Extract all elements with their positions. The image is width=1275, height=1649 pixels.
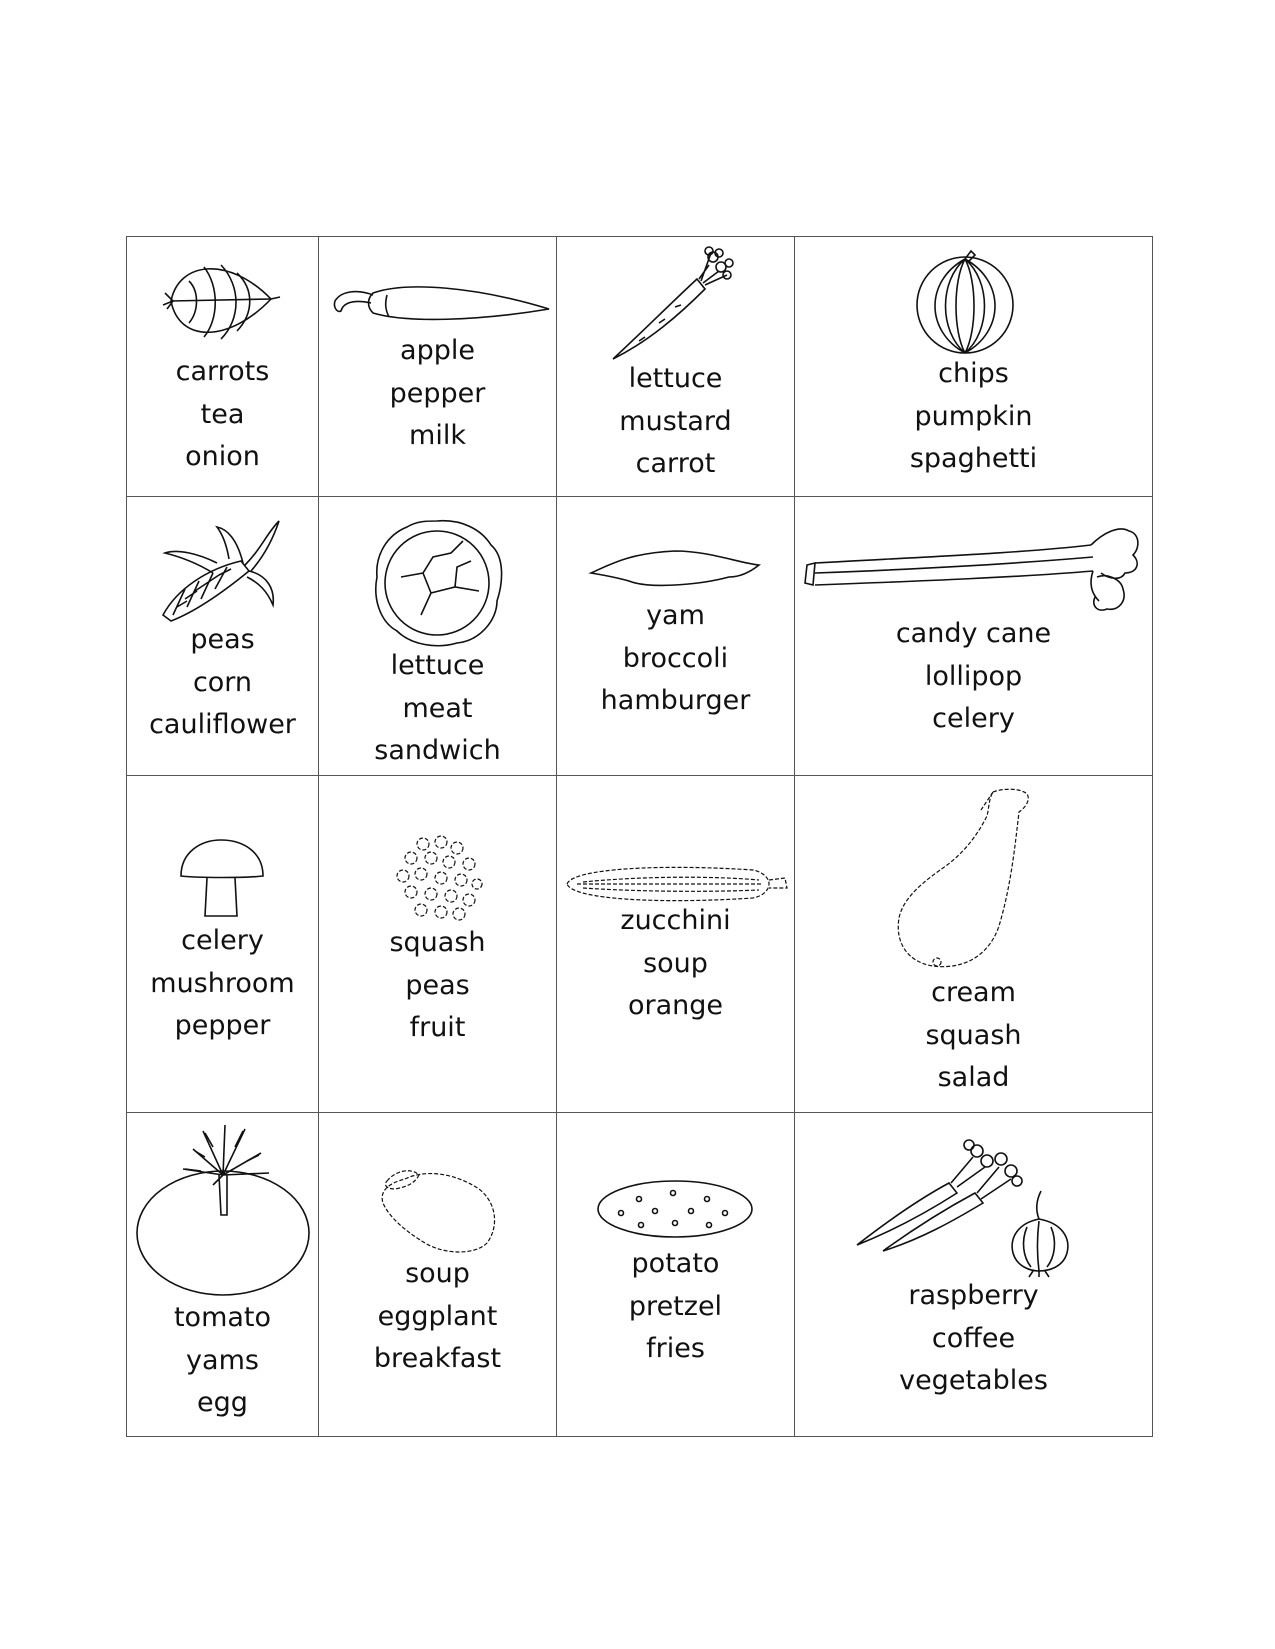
peas-icon	[393, 834, 485, 926]
word: cream	[931, 977, 1016, 1008]
word-list	[795, 972, 1152, 1100]
word-list	[795, 1275, 1152, 1403]
word: chips	[938, 358, 1009, 389]
grid-cell	[127, 1113, 319, 1437]
grid-cell	[319, 237, 557, 497]
word-list	[557, 595, 794, 723]
word: carrots	[175, 356, 270, 387]
word-list	[557, 1243, 794, 1371]
word: celery	[181, 925, 264, 956]
word: eggplant	[377, 1300, 498, 1332]
carrot-icon	[609, 245, 739, 361]
grid-cell	[127, 497, 319, 776]
word: milk	[409, 420, 466, 451]
word: fruit	[409, 1012, 466, 1043]
word: vegetables	[899, 1365, 1048, 1396]
grid-cell	[319, 497, 557, 776]
word-list	[319, 922, 556, 1050]
word: lollipop	[924, 660, 1023, 692]
celery-icon	[803, 523, 1143, 619]
word: meat	[402, 692, 473, 724]
word: hamburger	[600, 685, 751, 716]
word-list	[795, 613, 1152, 741]
word: spaghetti	[909, 443, 1038, 474]
word: celery	[932, 703, 1015, 734]
grid-cell	[557, 497, 795, 776]
word-list	[557, 900, 794, 1028]
potato-icon	[595, 1177, 755, 1241]
grid-cell	[557, 237, 795, 497]
word: yams	[186, 1344, 259, 1376]
word: egg	[197, 1387, 248, 1418]
word: soup	[405, 1258, 470, 1289]
grid-cell	[319, 776, 557, 1113]
word-list	[319, 645, 556, 773]
pumpkin-icon	[913, 251, 1019, 355]
tomato-icon	[133, 1119, 313, 1299]
word: salad	[937, 1062, 1010, 1093]
word: pepper	[174, 1010, 271, 1041]
word-picture-grid	[126, 236, 1153, 1437]
word: broccoli	[622, 642, 729, 674]
word: tomato	[173, 1302, 272, 1333]
word-list	[127, 619, 318, 747]
corn-icon	[157, 519, 281, 623]
word-list	[319, 330, 556, 458]
word: mushroom	[150, 967, 295, 999]
word: orange	[627, 990, 724, 1021]
grid-cell	[795, 1113, 1153, 1437]
word: tea	[200, 398, 245, 430]
word: lettuce	[390, 650, 485, 681]
word: fries	[646, 1333, 705, 1364]
word-list	[319, 1253, 556, 1381]
word: onion	[185, 441, 260, 472]
word: pretzel	[628, 1290, 723, 1322]
grid-cell	[557, 1113, 795, 1437]
word: corn	[192, 666, 253, 698]
word: sandwich	[374, 735, 501, 766]
word: carrot	[635, 448, 716, 479]
grid-cell	[795, 776, 1153, 1113]
word: potato	[631, 1248, 720, 1279]
word: mustard	[619, 405, 732, 437]
word: soup	[643, 947, 708, 979]
word: cauliflower	[149, 709, 296, 740]
eggplant-icon	[375, 1163, 499, 1257]
word: zucchini	[620, 905, 731, 936]
word: peas	[190, 624, 255, 655]
word: lettuce	[628, 363, 723, 394]
word-list	[127, 351, 318, 479]
grid-cell	[795, 237, 1153, 497]
word: coffee	[931, 1322, 1016, 1354]
word: pepper	[389, 377, 486, 409]
grid-cell	[795, 497, 1153, 776]
grid-cell	[127, 237, 319, 497]
word: breakfast	[373, 1343, 502, 1374]
word: yam	[646, 600, 705, 631]
grid-cell	[557, 776, 795, 1113]
vegetables-icon	[853, 1137, 1085, 1277]
word: squash	[925, 1019, 1022, 1051]
word: apple	[400, 335, 475, 366]
mushroom-icon	[177, 838, 267, 918]
yam-icon	[589, 547, 761, 591]
word-list	[127, 1297, 318, 1425]
word-list	[557, 358, 794, 486]
word: peas	[405, 969, 470, 1001]
grid-cell	[127, 776, 319, 1113]
lettuce-icon	[371, 517, 505, 649]
word: pumpkin	[914, 400, 1033, 432]
pepper-icon	[327, 273, 551, 329]
squash-icon	[893, 786, 1035, 972]
word: candy cane	[895, 618, 1052, 649]
onion-icon	[159, 251, 281, 351]
grid-cell	[319, 1113, 557, 1437]
word-list	[127, 920, 318, 1048]
word: squash	[389, 927, 486, 958]
word: raspberry	[908, 1280, 1039, 1311]
word-list	[795, 353, 1152, 481]
